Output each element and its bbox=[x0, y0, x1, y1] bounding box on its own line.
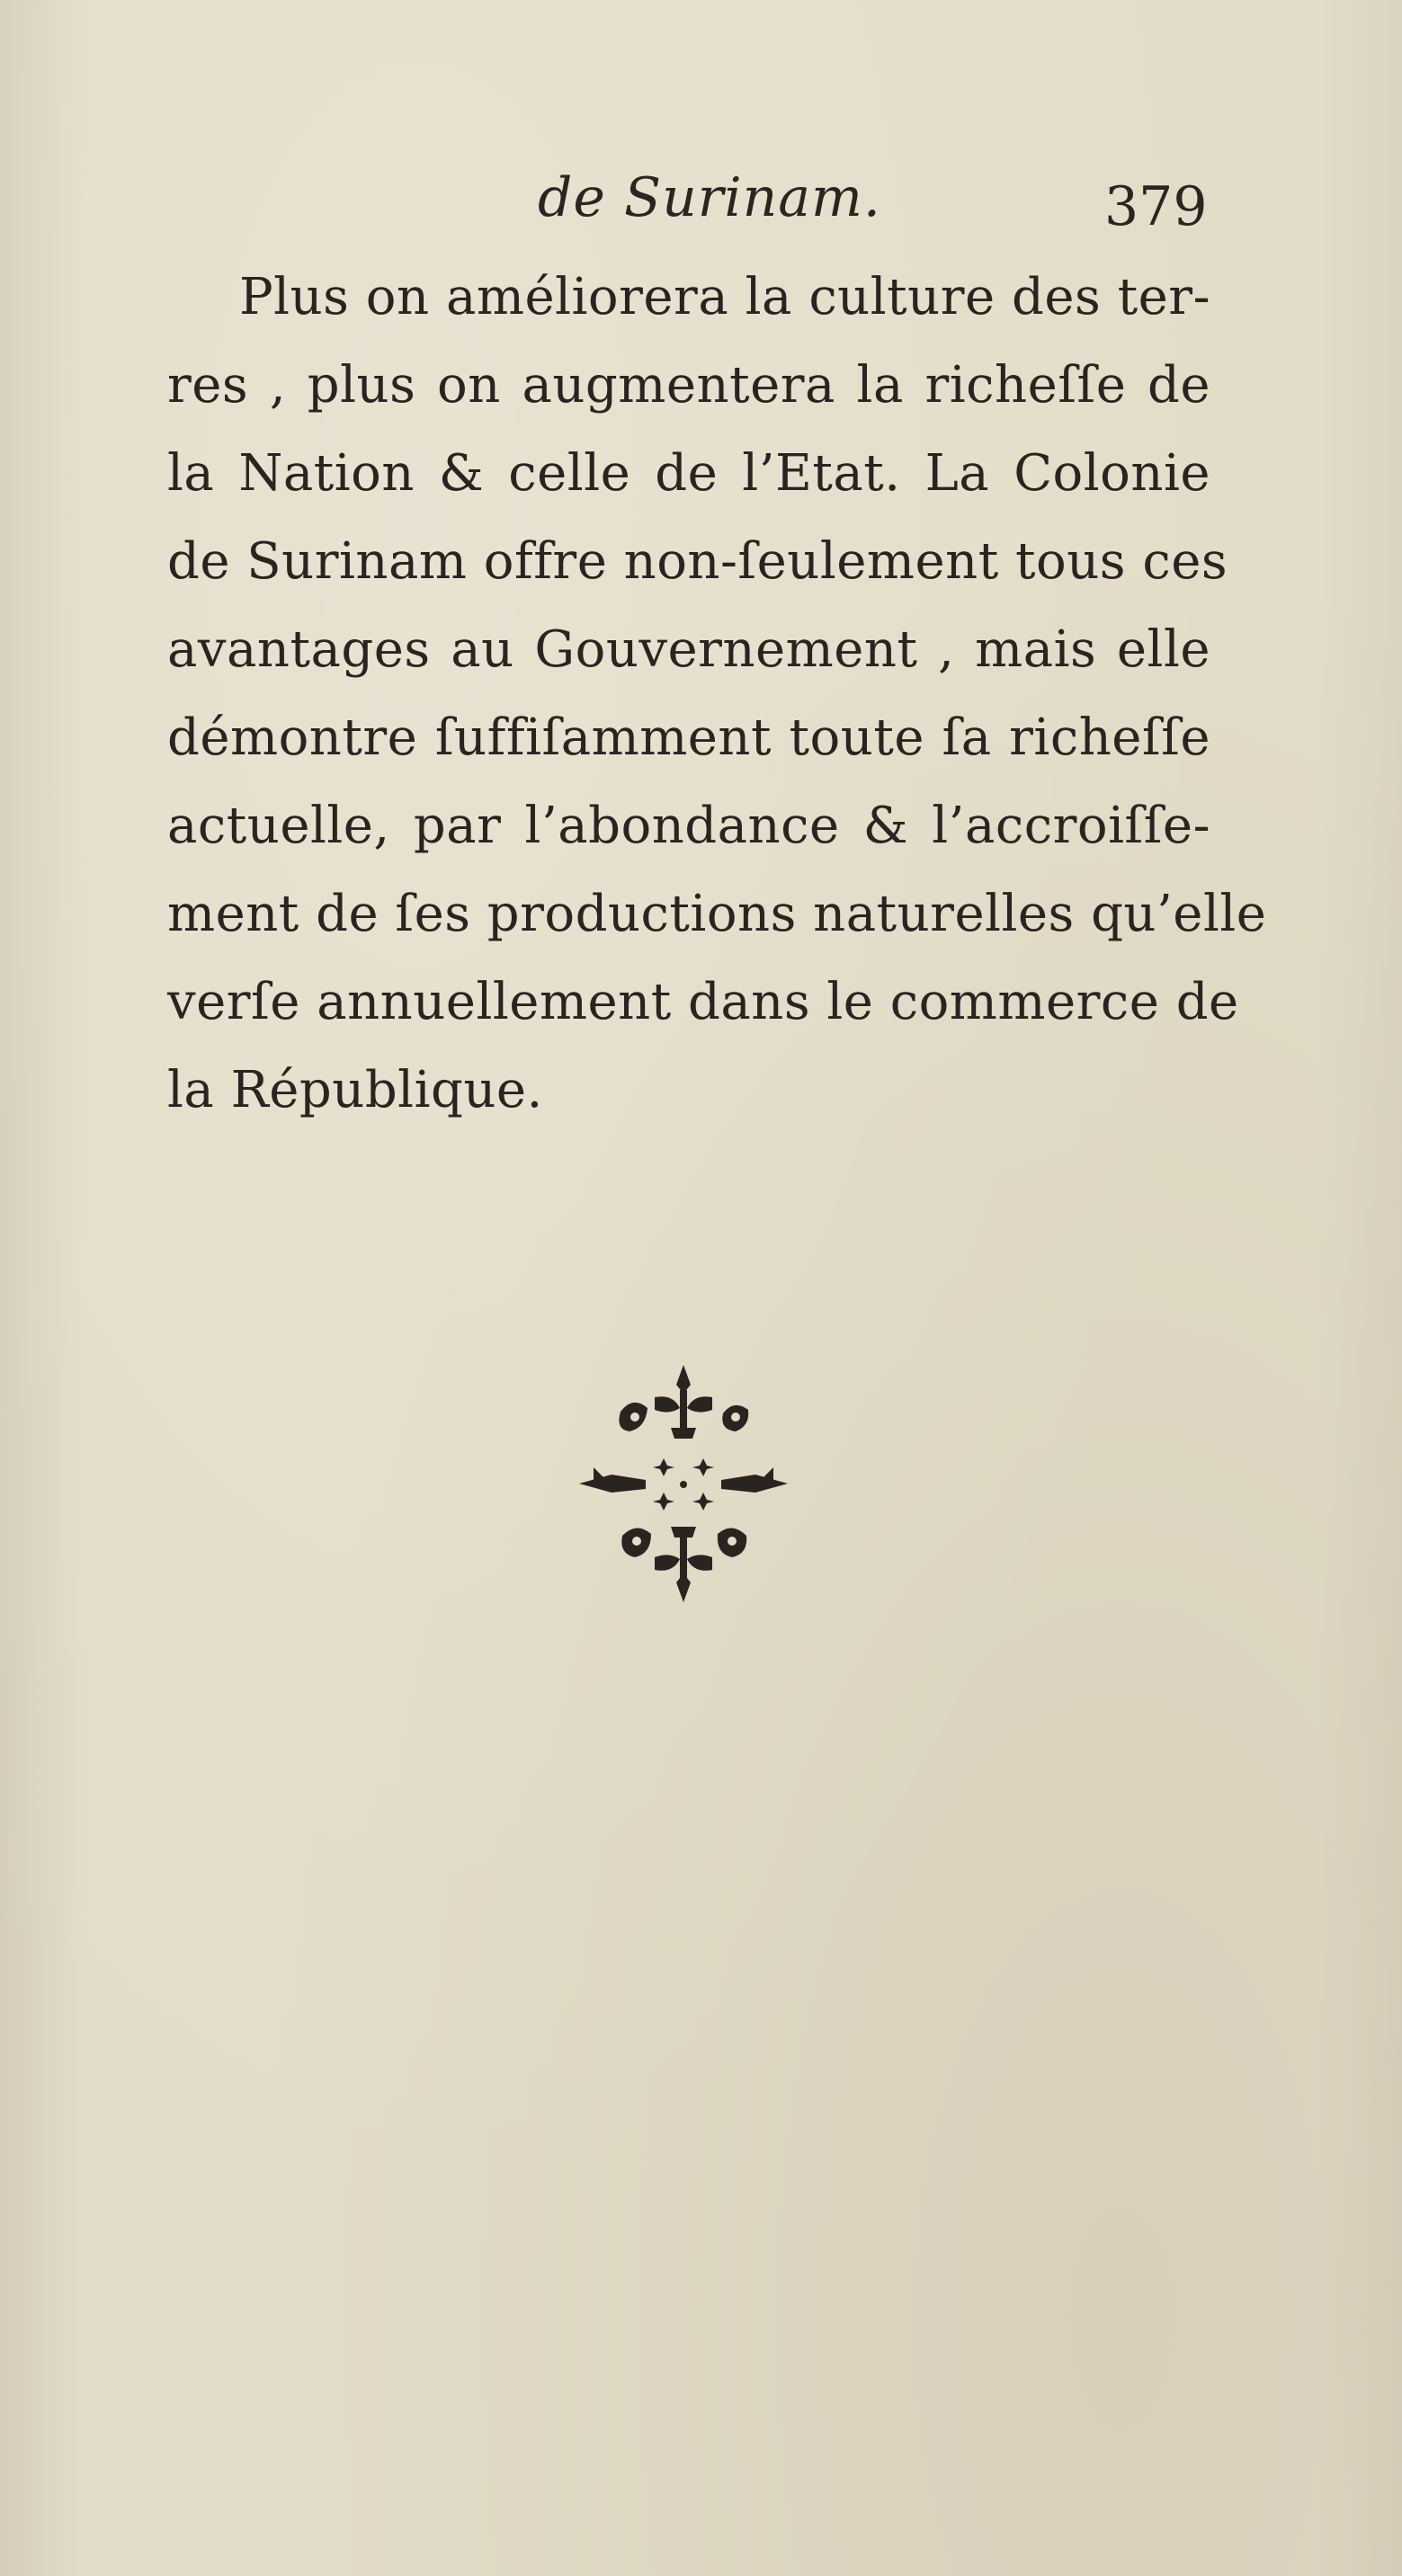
text-line: verſe annuellement dans le commerce de bbox=[167, 973, 1239, 1031]
text-line: ment de ſes productions naturelles qu’elle bbox=[167, 885, 1267, 943]
body-paragraph bbox=[167, 254, 1267, 1135]
running-title: de Surinam. bbox=[538, 166, 881, 229]
text-line: démontre ſuffiſamment toute ſa richeſſe bbox=[167, 709, 1210, 767]
text-line: la République. bbox=[167, 1061, 543, 1119]
text-line: la Nation & celle de l’Etat. La Colonie bbox=[167, 444, 1210, 503]
text-line: actuelle, par l’abondance & l’accroiſſe- bbox=[167, 797, 1210, 855]
page-number: 379 bbox=[1104, 175, 1208, 238]
fleuron-icon bbox=[558, 1358, 809, 1609]
text-line: de Surinam offre non-ſeulement tous ces bbox=[167, 532, 1228, 591]
text-line: Plus on améliorera la culture des ter- bbox=[239, 268, 1210, 326]
text-line: res , plus on augmentera la richeſſe de bbox=[167, 356, 1210, 414]
text-line: avantages au Gouvernement , mais elle bbox=[167, 620, 1210, 679]
